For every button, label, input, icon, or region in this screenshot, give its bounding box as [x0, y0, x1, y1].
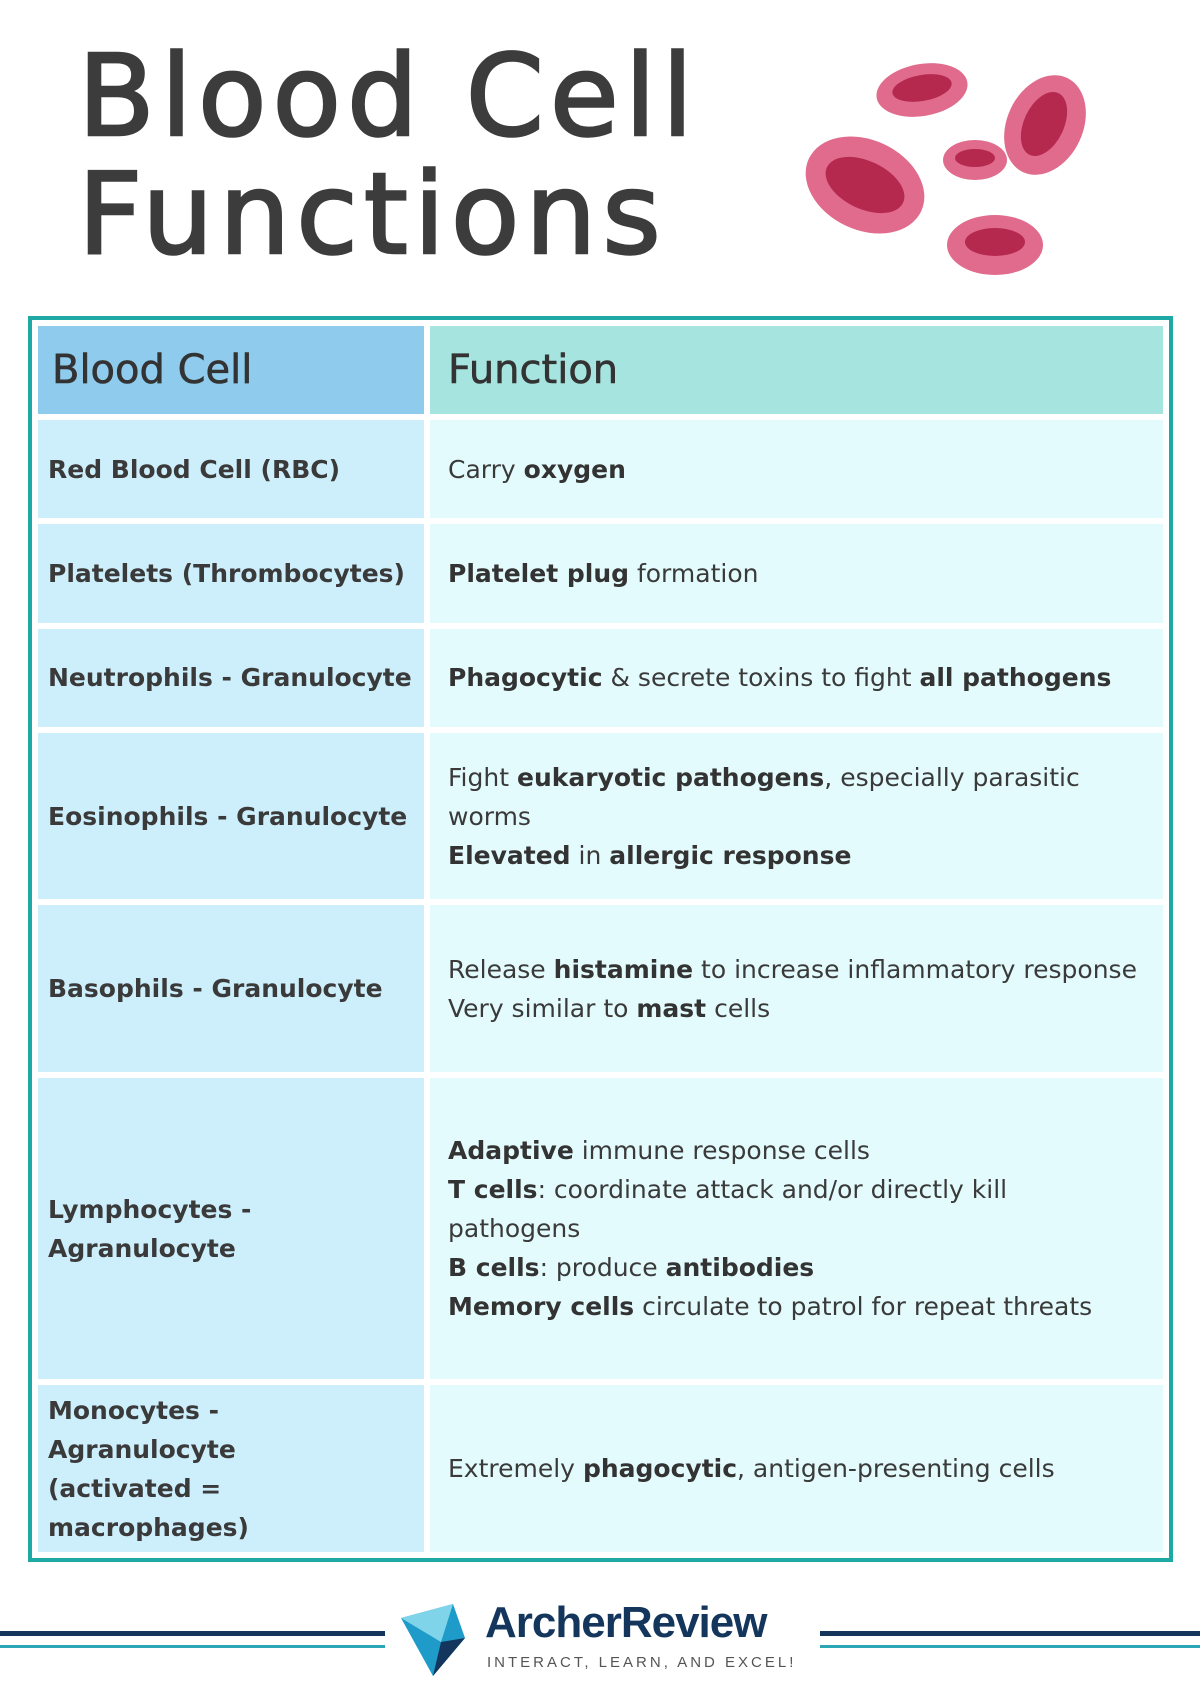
function-text: Fight: [448, 762, 517, 792]
function-line: [448, 1248, 1145, 1287]
function-line: [448, 758, 1145, 836]
blood-cell-name-line: Lymphocytes - Agranulocyte: [48, 1194, 252, 1263]
brand-name: ArcherReview: [485, 1598, 767, 1647]
function-text: circulate to patrol for repeat threats: [634, 1292, 1093, 1322]
function-text: : coordinate attack and/or directly kill pathogens: [448, 1175, 1008, 1244]
function-line: [448, 989, 1145, 1028]
function-emphasis: mast: [636, 993, 707, 1023]
blood-cell-name: [38, 733, 424, 900]
function-emphasis: Adaptive: [448, 1136, 574, 1166]
blood-cell-table: [32, 320, 1169, 1558]
function-line: [448, 1287, 1145, 1326]
blood-cell-function: [430, 905, 1163, 1072]
red-blood-cell-icon: [800, 118, 940, 252]
blood-cell-name-line: Neutrophils - Granulocyte: [48, 663, 412, 693]
blood-cell-name: [38, 1078, 424, 1379]
function-line: [448, 1131, 1145, 1170]
function-emphasis: oxygen: [523, 454, 626, 484]
footer-rule-left-accent: [0, 1645, 385, 1648]
function-emphasis: T cells: [448, 1175, 538, 1205]
header-blood-cell: Blood Cell: [38, 326, 424, 414]
function-emphasis: all pathogens: [919, 663, 1112, 693]
function-line: [448, 836, 1145, 875]
title-line-2: Functions: [78, 150, 667, 280]
blood-cell-name-line: Monocytes - Agranulocyte: [48, 1395, 236, 1464]
blood-cell-name-line: Eosinophils - Granulocyte: [48, 801, 408, 831]
function-text: : produce: [539, 1253, 666, 1283]
red-blood-cell-icon: [943, 140, 1007, 180]
table-row: [38, 733, 1163, 900]
blood-cell-function: [430, 629, 1163, 727]
function-emphasis: allergic response: [609, 840, 852, 870]
function-text: cells: [706, 993, 771, 1023]
function-text: to increase inflammatory response: [693, 954, 1137, 984]
table-row: [38, 629, 1163, 727]
function-emphasis: eukaryotic pathogens: [516, 762, 825, 792]
function-emphasis: antibodies: [665, 1253, 815, 1283]
red-blood-cells-illustration: [800, 50, 1110, 290]
function-text: Carry: [448, 454, 524, 484]
function-text: immune response cells: [573, 1136, 870, 1166]
table-row: [38, 1078, 1163, 1379]
blood-cell-function: [430, 1385, 1163, 1552]
table-row: [38, 420, 1163, 518]
function-text: , especially parasitic worms: [448, 762, 1080, 831]
footer-rule-left: [0, 1631, 385, 1636]
table-row: [38, 1385, 1163, 1552]
function-line: [448, 1449, 1145, 1488]
blood-cell-name: [38, 420, 424, 518]
red-blood-cell-icon: [989, 62, 1102, 188]
title-line-1: Blood Cell: [78, 32, 700, 162]
blood-cell-name-line: (activated = macrophages): [48, 1473, 249, 1542]
blood-cell-function: [430, 1078, 1163, 1379]
function-emphasis: Elevated: [448, 840, 571, 870]
function-text: formation: [629, 558, 759, 588]
function-emphasis: Platelet plug: [448, 558, 630, 588]
footer-rule-right-accent: [820, 1645, 1200, 1648]
function-emphasis: Memory cells: [448, 1292, 635, 1322]
red-blood-cell-icon: [947, 215, 1043, 275]
function-emphasis: histamine: [553, 954, 694, 984]
function-emphasis: phagocytic: [582, 1454, 738, 1484]
footer-rule-right: [820, 1631, 1200, 1636]
function-line: [448, 658, 1145, 697]
table-body: [38, 420, 1163, 1552]
function-line: [448, 950, 1145, 989]
function-text: in: [570, 840, 610, 870]
blood-cell-name-line: Red Blood Cell (RBC): [48, 454, 341, 484]
header-function: Function: [430, 326, 1163, 414]
function-text: Extremely: [448, 1454, 583, 1484]
function-emphasis: Phagocytic: [448, 663, 603, 693]
table-header-row: [38, 326, 1163, 414]
blood-cell-function: [430, 420, 1163, 518]
blood-cell-table-frame: [28, 316, 1173, 1562]
archer-review-logo: [395, 1598, 815, 1680]
function-line: [448, 450, 1145, 489]
blood-cell-name: [38, 524, 424, 622]
function-line: [448, 554, 1145, 593]
function-emphasis: B cells: [448, 1253, 540, 1283]
red-blood-cell-icon: [872, 56, 972, 123]
function-text: & secrete toxins to fight: [602, 663, 920, 693]
function-text: Very similar to: [448, 993, 637, 1023]
blood-cell-name: [38, 629, 424, 727]
function-line: [448, 1170, 1145, 1248]
table-row: [38, 905, 1163, 1072]
blood-cell-name: [38, 905, 424, 1072]
blood-cell-name-line: Basophils - Granulocyte: [48, 974, 383, 1004]
archer-logo-icon: [395, 1598, 475, 1680]
blood-cell-function: [430, 524, 1163, 622]
function-text: , antigen-presenting cells: [737, 1454, 1055, 1484]
blood-cell-name: [38, 1385, 424, 1552]
function-text: Release: [448, 954, 554, 984]
blood-cell-function: [430, 733, 1163, 900]
blood-cell-name-line: Platelets (Thrombocytes): [48, 558, 405, 588]
table-row: [38, 524, 1163, 622]
brand-tagline: INTERACT, LEARN, AND EXCEL!: [487, 1654, 797, 1671]
page-title: [78, 32, 700, 280]
